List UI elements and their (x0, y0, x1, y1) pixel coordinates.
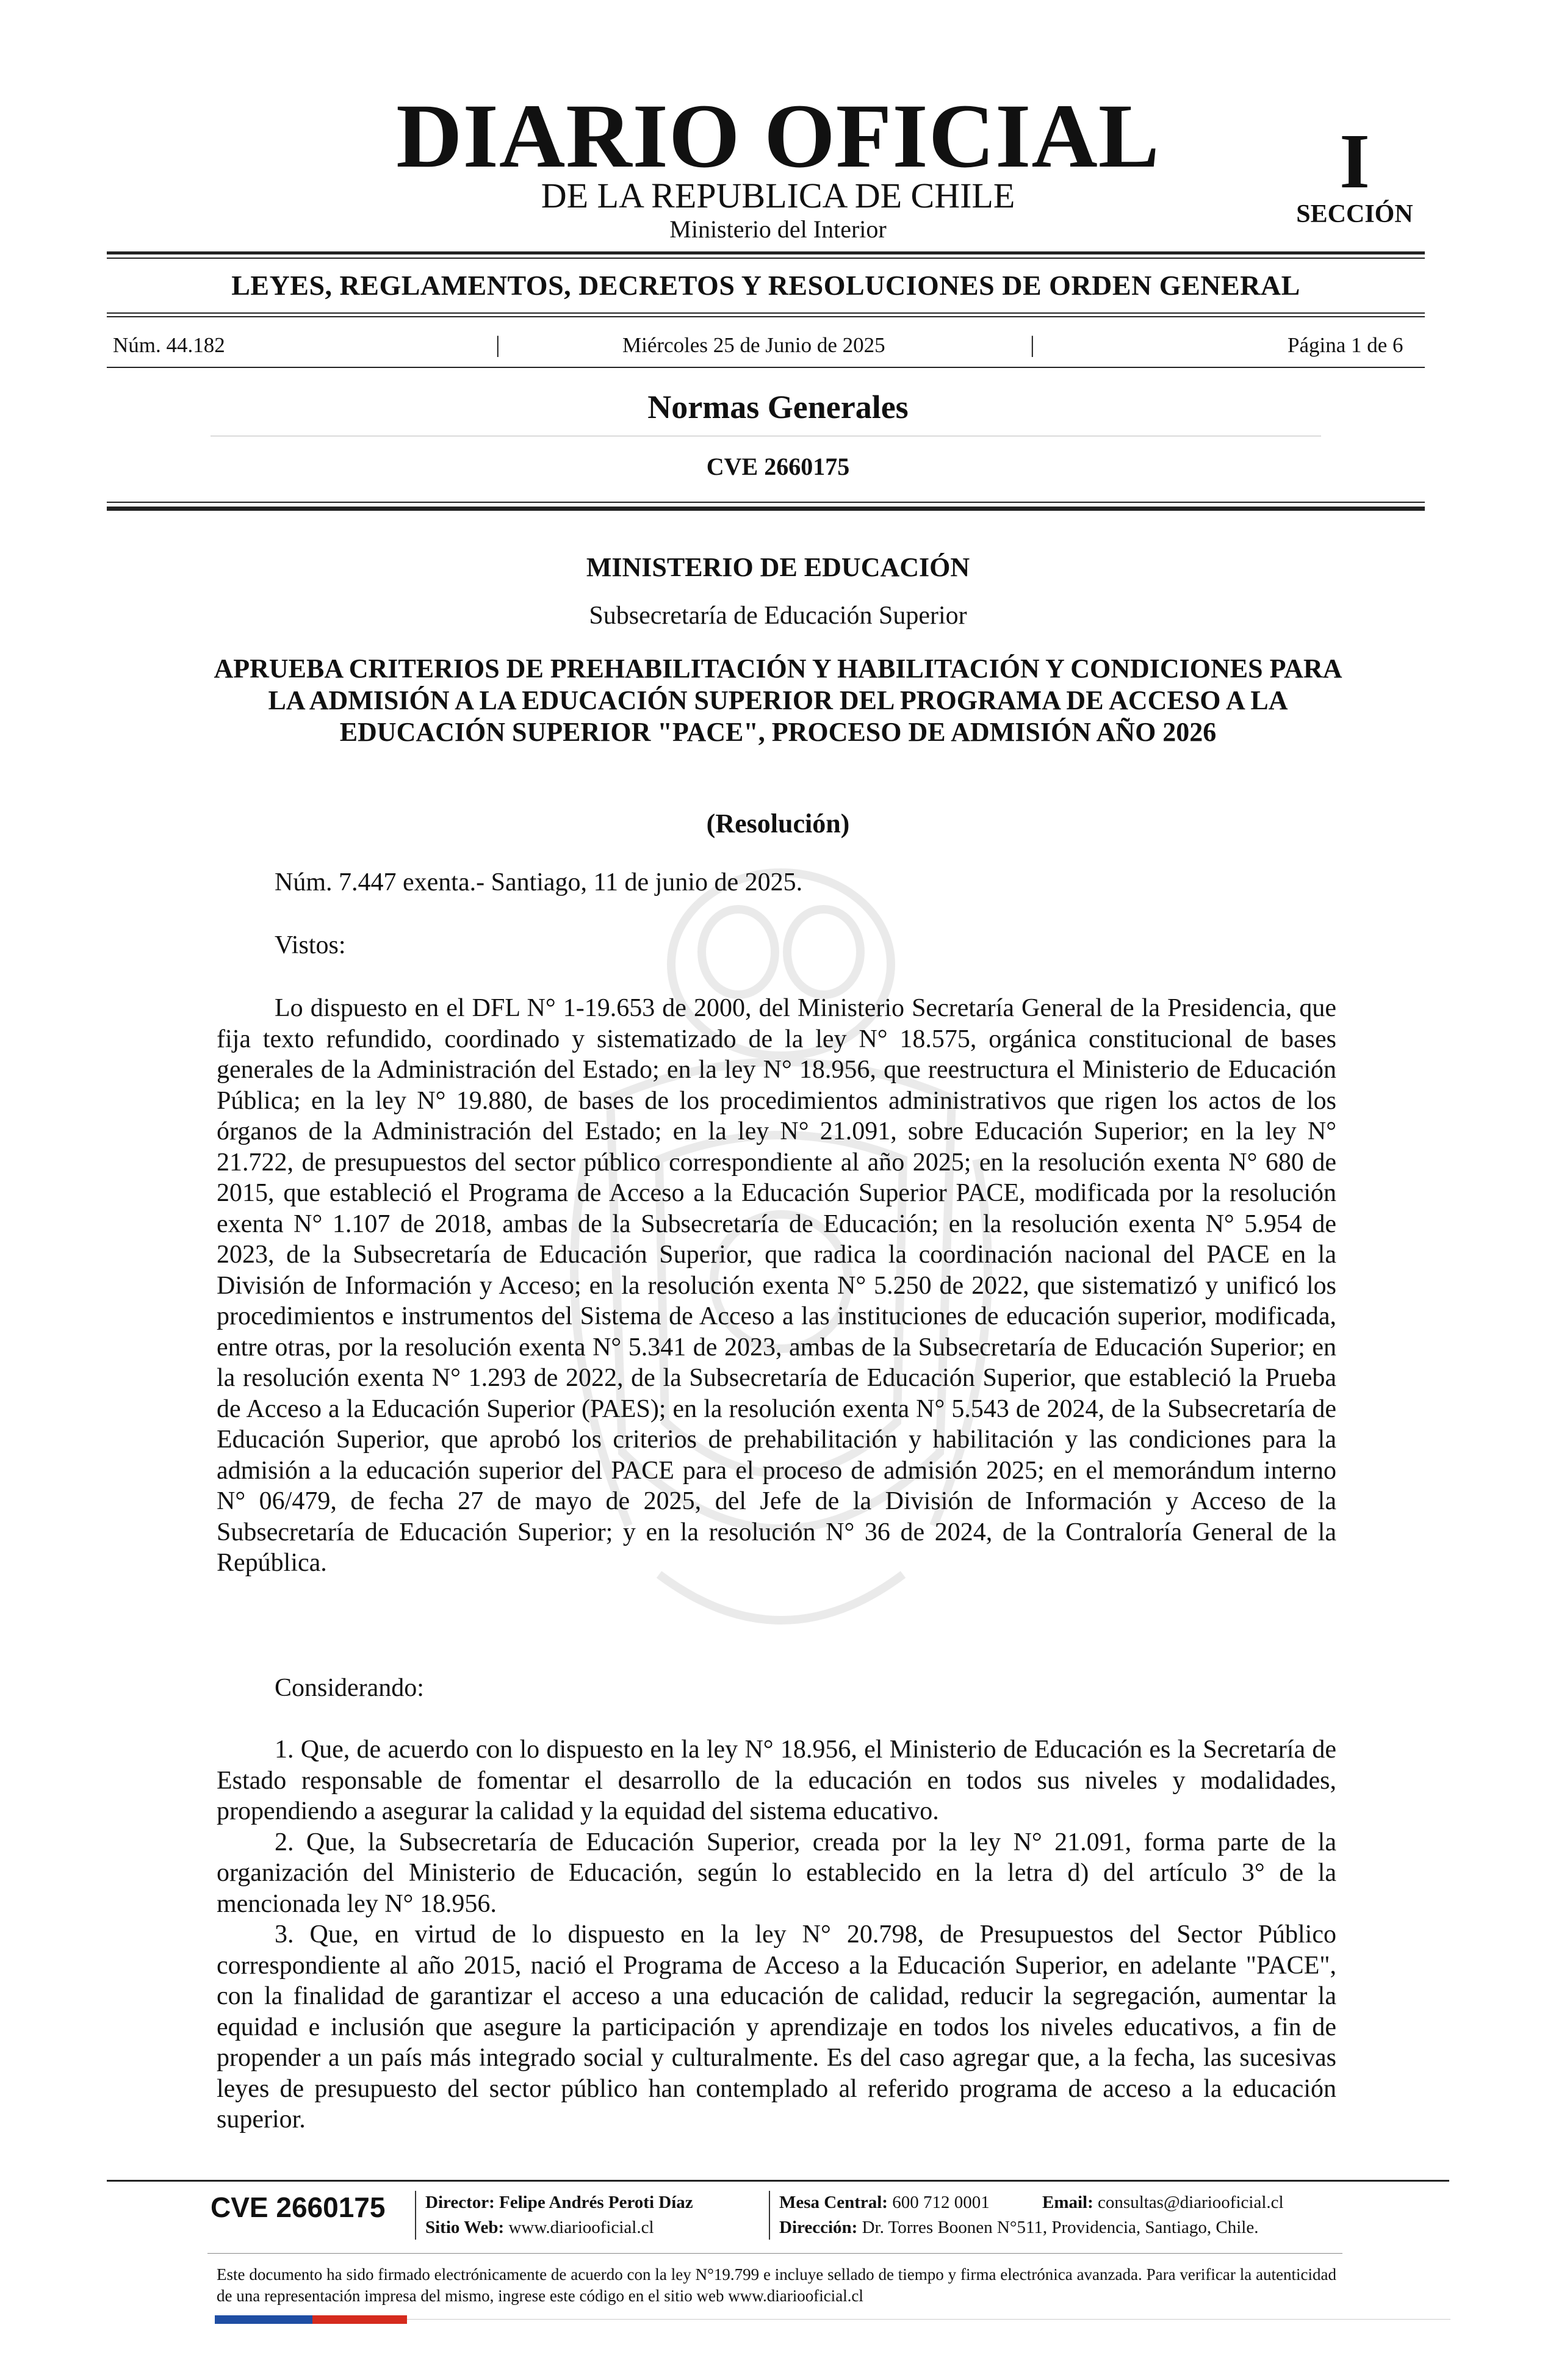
masthead-ministry: Ministerio del Interior (669, 215, 887, 243)
resolution-type: (Resolución) (706, 809, 850, 838)
considerando-item: 3. Que, en virtud de lo dispuesto en la ley N° 20.798, de Presupuestos del Sector Público correspondiente al año 2015, nació el Programa de Acceso a la Educación Superior, en adelante "PACE", con la finalidad de garantizar el acceso a una educación de calidad, reducir la segregación, aumentar la equidad e inclusión que asegure la participación y aprendizaje en todos los niveles educativos, a fin de propender a un país más integrado social y culturalmente. Es del caso agregar que, a la fecha, las sucesivas leyes de presupuesto del sector público han contemplado al referido programa de acceso a la educación superior. (217, 1920, 1336, 2133)
footer-signature-note: Este documento ha sido firmado electrónicamente de acuerdo con la ley N°19.799 e incluye sellado de tiempo y firma electrónica avanzada. Para verificar la autenticidad de una representación impresa del mismo, ingrese este código en el sitio web www.diariooficial.cl (217, 2265, 1336, 2305)
mesa-value: 600 712 0001 (892, 2193, 990, 2212)
vistos-paragraph-text: Lo dispuesto en el DFL N° 1-19.653 de 2000, del Ministerio Secretaría General de la Presidencia, que fija texto refundido, coordinado y sistematizado de la ley N° 18.575, orgánica constitucional de bases generales de la Administración del Estado; en la ley N° 18.956, que reestructura el Ministerio de Educación Pública; en la ley N° 19.880, de bases de los procedimientos administrativos que rigen los actos de los órganos de la Administración del Estado; en la ley N° 21.091, sobre Educación Superior; en la ley N° 21.722, de presupuestos del sector público correspondiente al año 2025; en la resolución exenta N° 680 de 2015, que estableció el Programa de Acceso a la Educación Superior PACE, modificada por la resolución exenta N° 1.107 de 2018, ambas de la Subsecretaría de Educación; en la resolución exenta N° 5.954 de 2023, de la Subsecretaría de Educación Superior, que radica la coordinación nacional del PACE en la División de Información y Acceso; en la resolución exenta N° 5.250 de 2022, que sistematizó y unificó los procedimientos e instrumentos del Sistema de Acceso a las instituciones de educación superior, modificada, entre otras, por la resolución exenta N° 5.341 de 2023, ambas de la Subsecretaría de Educación Superior; en la resolución exenta N° 1.293 de 2022, de la Subsecretaría de Educación Superior, que estableció la Prueba de Acceso a la Educación Superior (PAES); en la resolución exenta N° 5.543 de 2024, de la Subsecretaría de Educación Superior, que aprobó los criterios de prehabilitación y habilitación y las condiciones para la admisión a la educación superior del PACE para el proceso de admisión 2025; en el memorándum interno N° 06/479, de fecha 27 de mayo de 2025, del Jefe de la División de Información y Acceso de la Subsecretaría de Educación Superior; y en la resolución N° 36 de 2024, de la Contraloría General de la República. (217, 994, 1336, 1577)
vistos-heading: Vistos: (275, 931, 346, 959)
footer-email (1042, 2194, 1284, 2212)
footer-divider (415, 2191, 416, 2240)
footer-mesa-central (779, 2194, 990, 2212)
flag-bar-blue (215, 2315, 312, 2324)
flag-bar-gray-line (407, 2319, 1450, 2320)
section-title: Normas Generales (647, 389, 909, 425)
category-rule-bottom (107, 316, 1425, 317)
header-rule-thin (107, 502, 1425, 503)
issue-rule (107, 367, 1425, 368)
website-link[interactable]: www.diariooficial.cl (508, 2218, 654, 2237)
header-cve: CVE 2660175 (706, 453, 850, 480)
email-label: Email: (1042, 2193, 1093, 2212)
header-rule-thick (107, 507, 1425, 511)
footer-note-rule (207, 2253, 1342, 2254)
considerando-item: 1. Que, de acuerdo con lo dispuesto en la ley N° 18.956, el Ministerio de Educación es la Secretaría de Estado responsable de fomentar el desarrollo de la educación en todos sus niveles y modalidades, propendiendo a asegurar la calidad y la equidad del sistema educativo. (217, 1736, 1336, 1825)
masthead-title: DIARIO OFICIAL (396, 85, 1160, 187)
masthead-subtitle: DE LA REPUBLICA DE CHILE (541, 176, 1015, 215)
subsecretaria-name: Subsecretaría de Educación Superior (589, 602, 967, 630)
section-label: SECCIÓN (1296, 200, 1413, 228)
ministry-name: MINISTERIO DE EDUCACIÓN (586, 552, 970, 582)
category-label: LEYES, REGLAMENTOS, DECRETOS Y RESOLUCIONES DE ORDEN GENERAL (231, 270, 1300, 301)
issue-separator: | (1030, 332, 1035, 358)
decree-number: Núm. 7.447 exenta.- Santiago, 11 de junio de 2025. (275, 868, 803, 896)
address-value: Dr. Torres Boonen N°511, Providencia, Santiago, Chile. (862, 2218, 1259, 2237)
email-link[interactable]: consultas@diariooficial.cl (1098, 2193, 1284, 2212)
issue-date: Miércoles 25 de Junio de 2025 (622, 333, 885, 357)
mesa-label: Mesa Central: (779, 2193, 888, 2212)
footer-director (425, 2194, 693, 2212)
footer-address (779, 2219, 1258, 2237)
director-value: Felipe Andrés Peroti Díaz (499, 2193, 693, 2212)
masthead-rule-thick (107, 251, 1425, 254)
considerando-list (217, 1734, 1336, 2135)
footer-divider (769, 2191, 770, 2240)
issue-page: Página 1 de 6 (1288, 333, 1403, 357)
website-label: Sitio Web: (425, 2218, 505, 2237)
director-label: Director: (425, 2193, 495, 2212)
vistos-paragraph (217, 993, 1336, 1579)
masthead-rule-thin (107, 258, 1425, 259)
section-number: I (1339, 118, 1370, 204)
issue-separator: | (495, 332, 500, 358)
flag-bar-red (312, 2315, 407, 2324)
footer-website (425, 2219, 654, 2237)
footer-rule (107, 2180, 1449, 2182)
considerando-heading: Considerando: (275, 1674, 424, 1702)
category-rule-top (107, 312, 1425, 314)
considerando-item: 2. Que, la Subsecretaría de Educación Superior, creada por la ley N° 21.091, forma parte de la organización del Ministerio de Educación, según lo establecido en la letra d) del artículo 3° de la mencionada ley N° 18.956. (217, 1828, 1336, 1918)
footer-cve: CVE 2660175 (211, 2191, 386, 2223)
issue-number: Núm. 44.182 (113, 333, 225, 357)
resolution-title: APRUEBA CRITERIOS DE PREHABILITACIÓN Y HABILITACIÓN Y CONDICIONES PARA LA ADMISIÓN A LA EDUCACIÓN SUPERIOR DEL PROGRAMA DE ACCESO A LA EDUCACIÓN SUPERIOR "PACE", PROCESO DE ADMISIÓN AÑO 2026 (214, 654, 1342, 747)
address-label: Dirección: (779, 2218, 858, 2237)
